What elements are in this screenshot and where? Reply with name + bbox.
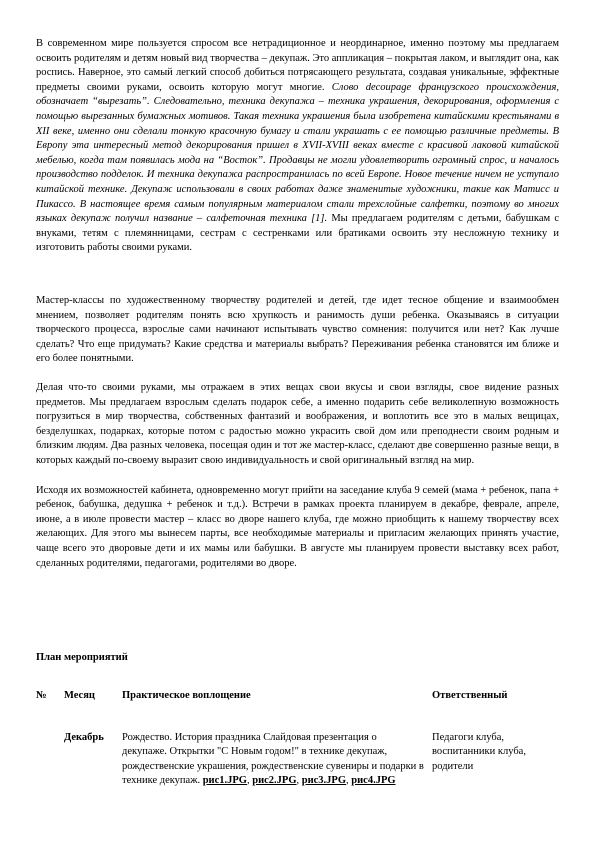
intro-text: В современном мире пользуется спросом все нетрадиционное и неординарное, именно поэтому мы предлагаем освоить родителям и детям новый вид творчества – декупаж. Это аппликация – покрытая лаком, и выглядит она, как роспись. Наверное, это самый легкий способ добиться потрясающего результата, создавая уникальные, эффектные предметы своими руками, освоить которую могут многие. xyxy=(36,38,559,93)
header-responsible: Ответственный xyxy=(432,689,508,701)
invitation-text: Мы предлагаем родителям с детьми, бабушкам с внуками, тетям с племянницами, сестрам с сестренками или братиками освоить эту несложную технику и изготовить работы своими руками. xyxy=(36,213,559,254)
file-link-2[interactable]: рис2.JPG xyxy=(252,775,297,787)
row-responsible: Педагоги клуба, воспитанники клуба, родители xyxy=(432,731,526,772)
decoupage-history-text: Слово decoupage французского происхождения, обозначает “вырезать”. Следовательно, техника декупажа – техника украшения, декорирования, оформления с помощью вырезанных бумажных мотивов. Такая техника украшения была изобретена китайскими крестьянами в XII веке, именно они сделали тонкую красочную бумагу и стали украшать с ее помощью различные предметы. В Европу эта интересный метод декорирования пришел в XVII-XVIII веках вместе с красивой лаковой китайской мебелью, когда там появилась мода на “Восток”. Продавцы не могли удовлетворить огромный спрос, и началось производство подделок. И техника декупажа распространилась по всей Европе. Новое течение ничем не уступало китайской технике. Декупаж использовали в своих работах даже знаменитые художники, такие как Матисс и Пикассо. В настоящее время самым популярным материалом стали трехслойные салфетки, поэтому во многих языках декупаж получил название – салфеточная техника [1]. xyxy=(36,81,559,225)
file-link-1[interactable]: рис1.JPG xyxy=(202,775,247,787)
master-class-paragraph: Мастер-классы по художественному творчеству родителей и детей, где идет тесное общение и взаимообмен мнением, позволяет родителям понять всю хрупкость и ранимость души ребенка. Оказываясь в ситуации творческого процесса, взрослые сами начинают испытывать чувство сомнения: получится или нет? Как лучше сделать? Что еще придумать? Какие средства и материалы выбрать? Переживания ребенка становятся им ближе и его более понятными. xyxy=(36,295,559,365)
plan-table-header xyxy=(36,689,559,709)
row-activity-text: Рождество. История праздника Слайдовая презентация о декупаже. Открытки "С Новым годом!" в технике декупаж, рождественские украшения, рождественские сувениры и подарки в технике декупаж. xyxy=(122,731,424,787)
file-link-3[interactable]: рис3.JPG xyxy=(301,775,347,787)
row-month: Декабрь xyxy=(64,731,104,743)
file-separator: , xyxy=(296,775,302,787)
event-plan xyxy=(36,651,559,811)
schedule-paragraph: Исходя их возможностей кабинета, одновременно могут прийти на заседание клуба 9 семей (мама + ребенок, папа + ребенок, бабушка, дедушка + ребенок и т.д.). Встречи в рамках проекта планируем в декабре, феврале, апреле, июне, а в июле провести мастер – класс во дворе нашего клуба, где можно приобщить к нашему творчеству всех желающих. Для этого мы вынесем парты, все необходимые материалы и пригласим желающих принять участие, чаще всего это дворовые дети и их мамы или бабушки. В августе мы планируем провести выставку всех работ, сделанных родителями, педагогами, родителями во дворе. xyxy=(36,484,559,569)
header-num: № xyxy=(36,689,47,701)
plan-row-december xyxy=(36,731,559,811)
file-link-4[interactable]: рис4.JPG xyxy=(351,775,396,787)
header-month: Месяц xyxy=(64,689,95,701)
file-separator: , xyxy=(346,775,352,787)
row-activity xyxy=(122,731,424,789)
intro-paragraph xyxy=(36,37,559,282)
header-activity: Практическое воплощение xyxy=(122,689,251,701)
document-page xyxy=(36,37,559,787)
plan-title: План мероприятий xyxy=(36,652,128,663)
handmade-paragraph: Делая что-то своими руками, мы отражаем в этих вещах свои вкусы и свои взгляды, свое видение разных предметов. Мы предлагаем взрослым сделать подарок себе, а именно подарить себе великолепную возможность погрузиться в мир творчества, собственных фантазий и воображения, и воплотить все это в малых вещицах, безделушках, подарках, которые потом с радостью можно украсить свой дом или преподнести своим родным и близким людям. Два разных человека, посещая один и тот же мастер-класс, сделают две совершенно разные вещи, в которых каждый по-своему выразит свою индивидуальность и свой оригинальный взгляд на мир. xyxy=(36,381,559,466)
file-separator: , xyxy=(246,775,253,787)
